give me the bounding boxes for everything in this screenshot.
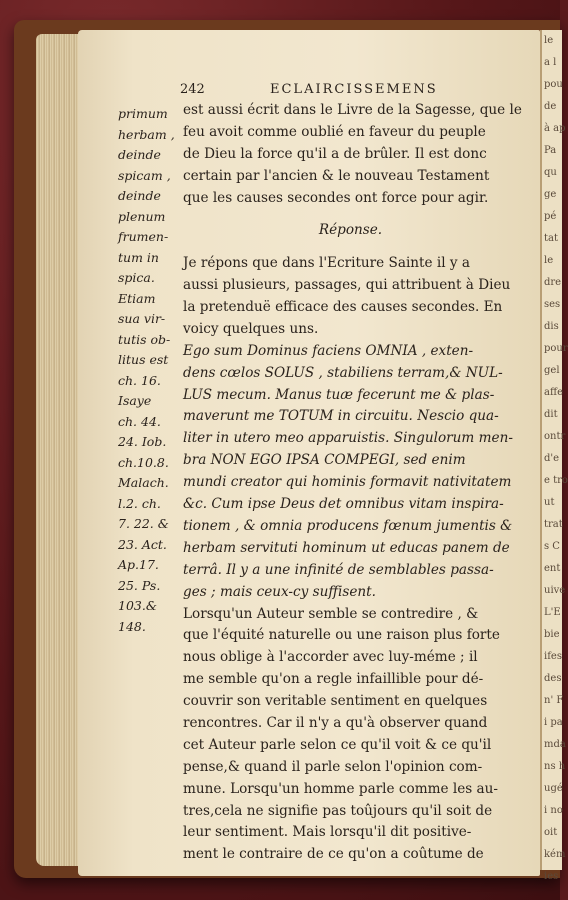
facing-page-fragment: pé	[544, 211, 557, 222]
running-header	[180, 82, 510, 100]
latin-quote-line: herbam servituti hominum ut educas panem de	[183, 539, 510, 556]
text-line: de Dieu la force qu'il a de brûler. Il est donc	[183, 145, 487, 162]
facing-page-fragment: ut	[544, 497, 555, 508]
text-line: couvrir son veritable sentiment en quelques	[183, 693, 488, 710]
latin-quote-line: &c. Cum ipse Deus det omnibus vitam inspira-	[183, 496, 504, 513]
facing-page-fragment: bie	[544, 629, 560, 640]
margin-note-line: 23. Act.	[118, 536, 167, 552]
body-text	[183, 100, 522, 866]
facing-page-fragment: dre	[544, 277, 562, 288]
facing-page-fragment: tat	[544, 233, 558, 244]
facing-page-fragment: le	[544, 255, 554, 266]
margin-note-line: frumen-	[118, 229, 169, 244]
facing-page-fragment: ge	[544, 189, 557, 200]
latin-quote-line: dens cœlos SOLUS , stabiliens terram,& NUL-	[183, 364, 503, 381]
margin-note-line: deinde	[118, 147, 161, 162]
facing-page-fragment: dis	[544, 321, 559, 332]
margin-note-line: Ap.17.	[118, 557, 159, 572]
facing-page-fragment: ns h	[544, 761, 566, 772]
margin-note-line: ch. 16.	[118, 372, 161, 388]
margin-note-line: litus est	[118, 352, 169, 367]
text-line: tres,cela ne signifie pas toûjours qu'il soit de	[183, 802, 493, 819]
margin-note-line: tum in	[118, 249, 159, 265]
text-line: que l'équité naturelle ou une raison plus forte	[183, 627, 500, 644]
text-line: Je répons que dans l'Ecriture Sainte il y a	[183, 255, 470, 272]
latin-quote-line: terrâ. Il y a une infinité de semblables passa-	[183, 561, 494, 578]
facing-page-fragment: ifes	[544, 651, 562, 662]
facing-page-fragment: d'e	[544, 453, 560, 464]
facing-page-fragment: affe	[544, 387, 563, 398]
facing-page-fragment: kém	[544, 849, 566, 860]
facing-page-fragment: n' F	[544, 695, 564, 706]
margin-note-line: l.2. ch.	[118, 495, 161, 511]
facing-page-fragment: uive	[544, 585, 566, 596]
text-line: mune. Lorsqu'un homme parle comme les au-	[183, 780, 498, 797]
text-line: rencontres. Car il n'y a qu'à observer quand	[183, 714, 488, 731]
facing-page-fragment: de	[544, 101, 557, 112]
text-line: leur sentiment. Mais lorsqu'il dit positive-	[183, 824, 472, 841]
facing-page-fragment: ies	[544, 871, 559, 882]
facing-page-fragment: s C	[544, 541, 560, 552]
facing-page-fragment: ses	[544, 299, 561, 310]
facing-page-fragment: mda	[544, 739, 566, 750]
margin-note-line: spica.	[118, 270, 155, 285]
text-line: cet Auteur parle selon ce qu'il voit & ce qu'il	[183, 736, 492, 753]
margin-note-line: sua vir-	[118, 311, 166, 326]
text-line: Lorsqu'un Auteur semble se contredire , &	[183, 605, 479, 622]
text-line: la pretenduë efficace des causes secondes. En	[183, 299, 503, 316]
facing-page-fragment: i no	[544, 805, 563, 816]
facing-page	[540, 30, 568, 882]
margin-note-line: tutis ob-	[118, 331, 171, 347]
margin-note-line: primum	[118, 106, 168, 121]
section-heading: Réponse.	[318, 222, 383, 239]
facing-page-fragment: ent	[544, 563, 561, 574]
margin-note-line: 24. Iob.	[118, 434, 167, 449]
margin-notes	[118, 104, 184, 637]
margin-note-line: 148.	[118, 618, 146, 634]
facing-page-fragment: dit	[544, 409, 558, 420]
facing-page-fragment: pou	[544, 79, 563, 90]
facing-page-fragment: qu	[544, 167, 557, 178]
facing-page-fragment: trat	[544, 519, 563, 530]
latin-quote-line: ges ; mais ceux-cy suffisent.	[183, 583, 376, 600]
facing-page-fragment: i pa	[544, 717, 563, 728]
margin-note-line: herbam ,	[118, 126, 175, 142]
margin-note-line: Isaye	[118, 393, 152, 408]
text-line: certain par l'ancien & le nouveau Testament	[183, 167, 490, 184]
margin-note-line: deinde	[118, 188, 161, 203]
latin-quote-line: bra NON EGO IPSA COMPEGI, sed enim	[183, 452, 466, 469]
latin-quote-line: mundi creator qui hominis formavit nativitatem	[183, 474, 512, 491]
facing-page-fragment: L'E	[544, 607, 561, 618]
text-line: feu avoit comme oublié en faveur du peuple	[183, 123, 486, 140]
facing-page-fragment: ugé	[544, 783, 563, 794]
latin-quote-line: maverunt me TOTUM in circuitu. Nescio qua-	[183, 408, 499, 425]
latin-quote-line: Ego sum Dominus faciens OMNIA , exten-	[183, 342, 474, 359]
facing-page-fragment: pour	[544, 343, 568, 354]
text-line: nous oblige à l'accorder avec luy-méme ; il	[183, 649, 478, 666]
margin-note-line: ch.10.8.	[118, 454, 169, 470]
margin-note-line: Etiam	[118, 290, 156, 306]
margin-note-line: ch. 44.	[118, 413, 161, 429]
text-line: me semble qu'on a regle infaillible pour dé-	[183, 671, 484, 688]
margin-note-line: spicam ,	[118, 167, 171, 183]
margin-note-line: 7. 22. &	[118, 516, 169, 531]
margin-note-line: 103.&	[118, 598, 157, 613]
facing-page-fragment: à ap	[544, 123, 566, 134]
facing-page-fragment: a l	[544, 57, 557, 68]
facing-page-fragment: oit	[544, 827, 558, 838]
facing-page-fragment: e tro	[544, 475, 568, 486]
facing-page-fragment: des	[544, 673, 562, 684]
latin-quote-line: liter in utero meo apparuistis. Singulorum men-	[183, 430, 513, 447]
margin-note-line: Malach.	[118, 475, 169, 490]
text-line: ment le contraire de ce qu'on a coûtume de	[183, 846, 484, 863]
margin-note-line: 25. Ps.	[118, 577, 161, 593]
facing-page-fragment: ontr	[544, 431, 566, 442]
running-title: ECLAIRCISSEMENS	[270, 82, 438, 97]
latin-quote-line: tionem , & omnia producens fœnum jumentis &	[183, 517, 513, 534]
text-line: voicy quelques uns.	[183, 320, 319, 337]
text-line: aussi plusieurs, passages, qui attribuent à Dieu	[183, 277, 511, 294]
text-line: est aussi écrit dans le Livre de la Sagesse, que le	[183, 102, 522, 118]
page-number: 242	[180, 82, 205, 97]
facing-page-fragment: Pa	[544, 145, 557, 156]
facing-page-fragment: le	[544, 35, 554, 46]
latin-quote-line: LUS mecum. Manus tuæ fecerunt me & plas-	[183, 386, 495, 403]
margin-note-line: plenum	[118, 208, 166, 224]
facing-page-fragment: gel	[544, 365, 560, 376]
text-line: que les causes secondes ont force pour agir.	[183, 189, 489, 206]
text-line: pense,& quand il parle selon l'opinion com-	[183, 758, 483, 775]
